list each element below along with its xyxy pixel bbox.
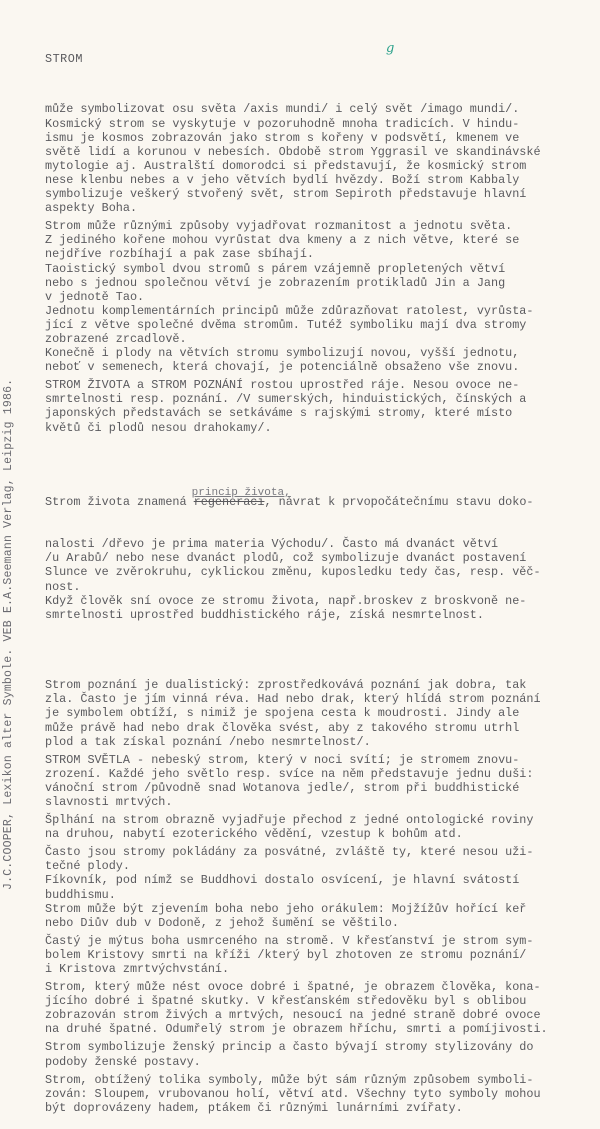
text-line: smrtelnosti uprostřed buddhistického ráje, získá nesmrtelnost. [45, 607, 484, 622]
text-line: květů či plodů nesou drahokamy/. [45, 420, 272, 435]
text-line: Strom, který může nést ovoce dobré i špatné, je obrazem člověka, kona- [45, 980, 541, 995]
paragraph [45, 219, 600, 374]
text-line: japonských představách se setkáváme s rajskými stromy, které místo [45, 406, 513, 421]
text-line: zobrazován strom živých a mrtvých, nesoucí na jedné straně dobré ovoce [45, 1008, 541, 1023]
text-line: aspekty Boha. [45, 201, 138, 216]
text-line: zla. Často je jím vinná réva. Had nebo drak, který hlídá strom poznání [45, 692, 541, 707]
text-line: podoby ženské postavy. [45, 1054, 201, 1069]
handwritten-correction-mark: g [386, 41, 395, 56]
text-line: zován: Sloupem, vrubovanou holí, větví atd. Všechny tyto symboly mohou [45, 1086, 541, 1101]
source-citation: J.C.COOPER, Lexikon alter Symbole. VEB E.A.Seemann Verlag, Leipzig 1986. [2, 378, 15, 890]
text-line: Taoistický symbol dvou stromů s párem vzájemně propletených větví [45, 261, 506, 276]
text-line: je symbolem obtíží, s nimiž je spojena cesta k moudrosti. Jindy ale [45, 706, 520, 721]
text-line: Když člověk sní ovoce ze stromu života, např.broskev z broskvoně ne- [45, 593, 527, 608]
text-line: na druhé špatné. Odumřelý strom je obrazem hříchu, smrti a pomíjivosti. [45, 1022, 548, 1037]
text-line: světě lidí a korunou v nebesích. Obdobě strom Yggrasil ve skandinávské [45, 144, 541, 159]
paragraph-tree-of-life [45, 467, 600, 650]
paragraph [45, 678, 600, 748]
text-line: Z jediného kořene mohou vyrůstat dva kmeny a z nich větve, které se [45, 233, 520, 248]
text-line: zrození. Každé jeho světlo resp. svíce na něm představuje jednu duši: [45, 766, 534, 781]
text-line: nebo s jednou společnou větví je zobrazením protikladů Jin a Jang [45, 275, 506, 290]
text-line: Častý je mýtus boha usmrceného na stromě. V křesťanství je strom sym- [45, 933, 534, 948]
text-line: slavnosti mrtvých. [45, 794, 173, 809]
text-line: být doprovázeny hadem, ptákem či různými lunárními zvířaty. [45, 1100, 463, 1115]
handwritten-annotation: princip života, [191, 487, 291, 499]
text-segment: , návrat k prvopočátečnímu stavu doko- [264, 495, 534, 509]
entry-title: STROM [45, 52, 83, 67]
paragraph [45, 845, 600, 930]
paragraph [45, 980, 600, 1036]
text-line: Jednotu komplementárních principů může zdůrazňovat ratolest, vyrůsta- [45, 303, 534, 318]
typed-page [45, 24, 600, 1129]
text-line: nejdříve rozbíhají a pak zase sbíhají. [45, 247, 315, 262]
text-line: bolem Kristovy smrti na kříži /který byl zhotoven ze stromu poznání/ [45, 947, 527, 962]
paragraph [45, 102, 600, 215]
text-line: Strom, obtížený tolika symboly, může být sám různým způsobem symboli- [45, 1072, 534, 1087]
text-line: Strom může různými způsoby vyjadřovat rozmanitost a jednotu světa. [45, 219, 513, 234]
text-line: Často jsou stromy pokládány za posvátné, zvláště ty, které nesou uži- [45, 845, 534, 860]
text-line: Slunce ve zvěrokruhu, cyklickou změnu, kuposledku tedy čas, resp. věč- [45, 565, 541, 580]
text-line: může právě had nebo drak člověka svést, aby z takového stromu utrhl [45, 720, 520, 735]
text-line: jícího dobré i špatné skutky. V křesťanském středověku byl s oblibou [45, 994, 527, 1009]
text-line: Kosmický strom se vyskytuje v pozoruhodně mnoha tradicích. V hindu- [45, 116, 520, 131]
text-line [45, 487, 600, 509]
text-line: STROM SVĚTLA - nebeský strom, který v noci svítí; je stromem znovu- [45, 752, 520, 767]
text-line: neboť v semenech, která chovají, je potenciálně obsaženo vše znovu. [45, 360, 520, 375]
text-line: i Kristova zmrtvýchvstání. [45, 962, 230, 976]
text-line: nalosti /dřevo je prima materia Východu/. Často má dvanáct větví [45, 537, 499, 552]
text-line: /u Arabů/ nebo nese dvanáct plodů, což symbolizuje dvanáct postavení [45, 551, 527, 566]
text-segment: Strom života znamená [45, 495, 194, 509]
text-line: buddhismu. [45, 887, 116, 902]
text-line: nost. [45, 579, 81, 594]
paragraph [45, 1040, 600, 1068]
text-line: v jednotě Tao. [45, 289, 145, 304]
text-line: Strom může být zjevením boha nebo jeho orákulem: Mojžížův hořící keř [45, 901, 527, 916]
struck-word-text: regeneraci [193, 495, 265, 509]
text-line: Strom symbolizuje ženský princip a často bývají stromy stylizovány do [45, 1040, 534, 1055]
text-line: tečné plody. [45, 859, 130, 874]
paragraph [45, 753, 600, 809]
text-line: symbolizuje veškerý stvořený svět, strom Sepiroth představuje hlavní [45, 187, 527, 202]
text-line: nese klenbu nebes a v jeho větvích bydlí hvězdy. Boží strom Kabbaly [45, 172, 520, 187]
paragraph [45, 1073, 600, 1115]
text-line: mytologie aj. Australští domorodci si představují, že kosmický strom [45, 158, 527, 173]
text-line: na druhou, nabytí ezoterického vědění, vzestup k bohům atd. [45, 827, 463, 842]
text-line: může symbolizovat osu světa /axis mundi/ i celý svět /imago mundi/. [45, 102, 520, 117]
text-line: Šplhání na strom obrazně vyjadřuje přechod z jedné ontologické roviny [45, 813, 534, 828]
text-line: zobrazené zrcadlově. [45, 331, 187, 346]
text-line: Konečně i plody na větvích stromu symbolizují novou, vyšší jednotu, [45, 346, 520, 361]
text-line: plod a tak získal poznání /nebo nesmrtelnost/. [45, 734, 371, 749]
text-line: ismu je kosmos zobrazován jako strom s kořeny v podsvětí, kmenem ve [45, 130, 520, 145]
paragraph [45, 813, 600, 841]
text-line: jící z větve společné dvěma stromům. Tutéž symboliku mají dva stromy [45, 317, 527, 332]
text-line: vánoční strom /původně snad Wotanova jedle/, strom při buddhistické [45, 780, 520, 795]
text-line: Fíkovník, pod nímž se Buddhovi dostalo osvícení, je hlavní svátostí [45, 873, 520, 888]
text-line: smrtelnosti resp. poznání. /V sumerských, hinduistických, čínských a [45, 392, 527, 407]
text-line: nebo Diův dub v Dodoně, z jehož šumění se věštilo. [45, 915, 399, 930]
paragraph [45, 378, 600, 434]
text-line: Strom poznání je dualistický: zprostředkovává poznání jak dobra, tak [45, 678, 527, 693]
paragraph [45, 934, 600, 976]
text-line: STROM ŽIVOTA a STROM POZNÁNÍ rostou uprostřed ráje. Nesou ovoce ne- [45, 378, 520, 393]
struck-word [191, 487, 291, 509]
